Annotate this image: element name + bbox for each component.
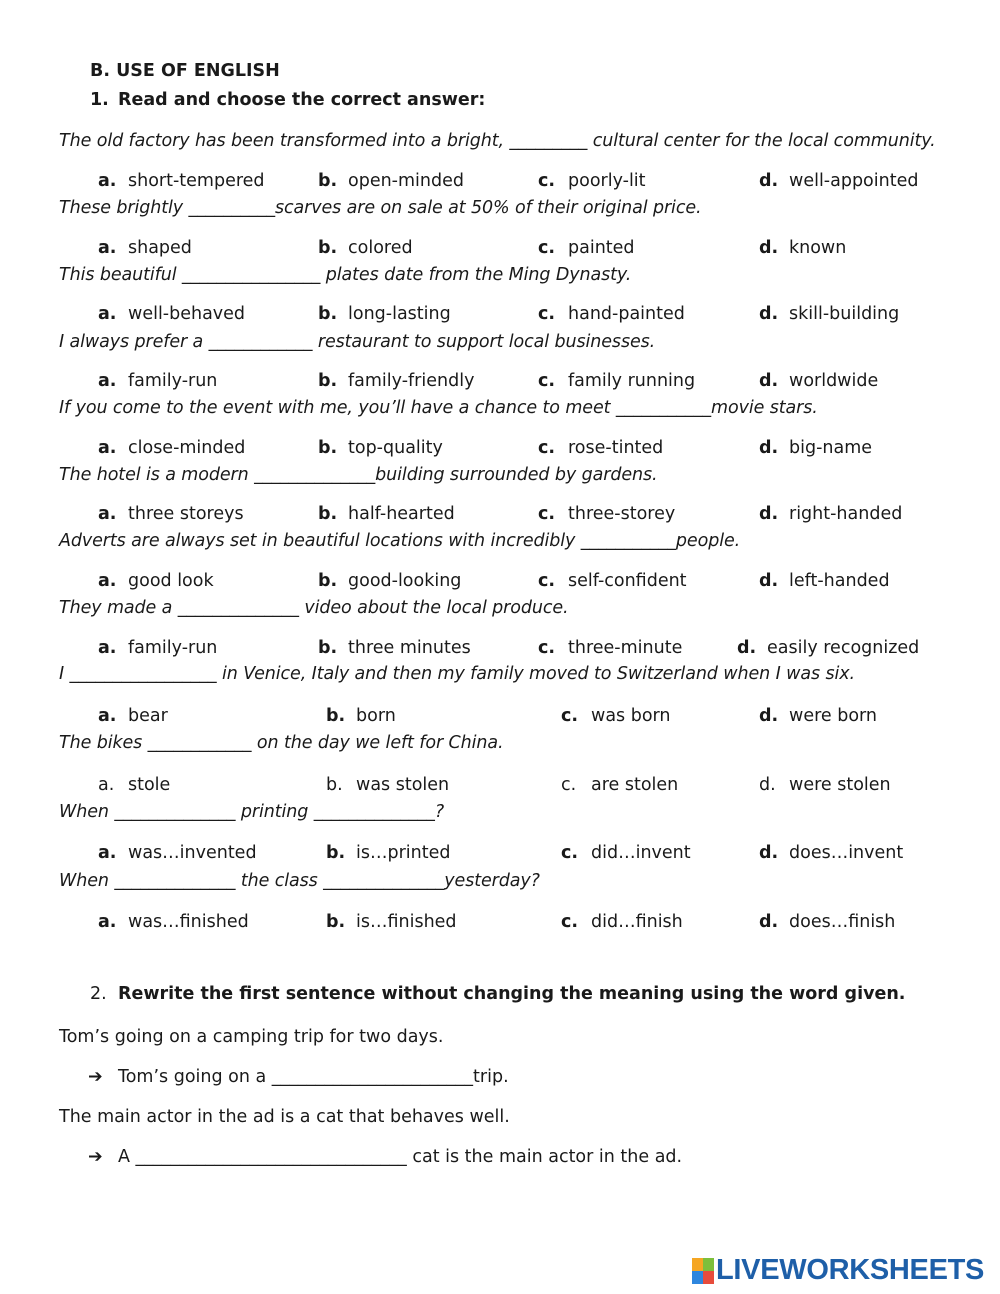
answer-option[interactable] xyxy=(98,171,265,191)
option-letter: c. xyxy=(538,171,556,191)
answer-option[interactable] xyxy=(326,706,396,726)
option-letter: d. xyxy=(759,504,779,524)
answer-option[interactable] xyxy=(318,438,443,458)
option-letter: a. xyxy=(98,238,117,258)
answer-option[interactable] xyxy=(318,638,471,658)
answer-option[interactable] xyxy=(326,912,457,932)
option-text: was…finished xyxy=(128,912,249,932)
option-text: worldwide xyxy=(789,371,879,391)
option-text: did…finish xyxy=(591,912,683,932)
option-letter: c. xyxy=(538,438,556,458)
logo-block xyxy=(692,1258,703,1271)
option-letter: d. xyxy=(759,843,779,863)
option-text: top-quality xyxy=(348,438,443,458)
answer-option[interactable] xyxy=(759,438,872,458)
option-text: half-hearted xyxy=(348,504,455,524)
answer-option[interactable] xyxy=(561,912,683,932)
rewrite-answer-1 xyxy=(88,1067,509,1087)
option-letter: b. xyxy=(326,775,343,795)
option-text: hand-painted xyxy=(568,304,685,324)
option-letter: c. xyxy=(538,504,556,524)
answer-option[interactable] xyxy=(318,371,474,391)
arrow-right-icon: ➔ xyxy=(88,1067,103,1087)
question-text: The bikes ____________ on the day we left for China. xyxy=(59,733,504,753)
option-text: family-run xyxy=(128,638,218,658)
answer-option[interactable] xyxy=(98,571,214,591)
option-text: big-name xyxy=(789,438,873,458)
question-text: When ______________ the class ______________yesterday? xyxy=(59,871,540,891)
option-text: did…invent xyxy=(591,843,691,863)
task2-title xyxy=(90,984,905,1004)
logo-block xyxy=(703,1258,714,1271)
option-text: well-behaved xyxy=(128,304,246,324)
answer-option[interactable] xyxy=(538,238,635,258)
answer-option[interactable] xyxy=(98,504,244,524)
option-letter: d. xyxy=(759,304,779,324)
answer-option[interactable] xyxy=(98,304,245,324)
option-text: is…printed xyxy=(356,843,451,863)
answer-option[interactable] xyxy=(98,638,217,658)
question-text: I _________________ in Venice, Italy and then my family moved to Switzerland when I was six. xyxy=(59,664,855,684)
rewrite-answer-text[interactable]: Tom’s going on a _______________________trip. xyxy=(118,1067,509,1087)
option-letter: d. xyxy=(759,171,779,191)
answer-option[interactable] xyxy=(759,843,903,863)
answer-option[interactable] xyxy=(538,571,687,591)
option-letter: a. xyxy=(98,706,117,726)
option-letter: a. xyxy=(98,912,117,932)
option-letter: b. xyxy=(318,504,338,524)
option-text: good look xyxy=(128,571,214,591)
option-text: was born xyxy=(591,706,671,726)
option-letter: d. xyxy=(759,571,779,591)
rewrite-answer-text[interactable]: A _______________________________ cat is the main actor in the ad. xyxy=(118,1147,683,1167)
option-text: easily recognized xyxy=(767,638,920,658)
option-text: three storeys xyxy=(128,504,244,524)
option-letter: b. xyxy=(318,171,338,191)
question-text: Adverts are always set in beautiful locations with incredibly ___________people. xyxy=(59,531,741,551)
option-text: family-run xyxy=(128,371,218,391)
option-letter: c. xyxy=(561,912,579,932)
answer-option[interactable] xyxy=(538,304,685,324)
answer-option[interactable] xyxy=(318,504,455,524)
option-letter: b. xyxy=(326,843,346,863)
option-text: stole xyxy=(128,775,171,795)
answer-option[interactable] xyxy=(538,438,663,458)
option-letter: d. xyxy=(759,706,779,726)
option-letter: b. xyxy=(318,304,338,324)
answer-option[interactable] xyxy=(326,775,449,795)
option-text: painted xyxy=(568,238,635,258)
answer-option[interactable] xyxy=(318,571,461,591)
option-text: shaped xyxy=(128,238,192,258)
answer-option[interactable] xyxy=(538,371,695,391)
answer-option[interactable] xyxy=(759,775,891,795)
logo-block xyxy=(703,1271,714,1284)
option-letter: a. xyxy=(98,571,117,591)
option-text: open-minded xyxy=(348,171,464,191)
rewrite-original-2: The main actor in the ad is a cat that behaves well. xyxy=(59,1107,510,1127)
option-text: were born xyxy=(789,706,878,726)
answer-option[interactable] xyxy=(98,843,257,863)
option-text: skill-building xyxy=(789,304,900,324)
option-letter: d. xyxy=(759,371,779,391)
option-text: well-appointed xyxy=(789,171,919,191)
option-text: known xyxy=(789,238,847,258)
answer-option[interactable] xyxy=(759,304,899,324)
option-text: self-confident xyxy=(568,571,687,591)
option-text: rose-tinted xyxy=(568,438,664,458)
answer-option[interactable] xyxy=(759,238,846,258)
option-text: right-handed xyxy=(789,504,903,524)
arrow-right-icon: ➔ xyxy=(88,1147,103,1167)
option-letter: c. xyxy=(538,571,556,591)
option-letter: b. xyxy=(318,238,338,258)
option-text: close-minded xyxy=(128,438,246,458)
task1-number: 1. xyxy=(90,90,109,110)
option-text: long-lasting xyxy=(348,304,451,324)
logo-block xyxy=(692,1271,703,1284)
rewrite-original-1: Tom’s going on a camping trip for two days. xyxy=(59,1027,444,1047)
option-letter: d. xyxy=(737,638,757,658)
question-text: This beautiful ________________ plates date from the Ming Dynasty. xyxy=(59,265,632,285)
answer-option[interactable] xyxy=(561,775,678,795)
task2-number: 2. xyxy=(90,984,107,1004)
option-text: is…finished xyxy=(356,912,457,932)
answer-option[interactable] xyxy=(561,843,691,863)
option-letter: c. xyxy=(561,775,577,795)
task2-instruction: Rewrite the first sentence without changing the meaning using the word given. xyxy=(118,984,906,1004)
option-text: colored xyxy=(348,238,413,258)
option-letter: a. xyxy=(98,304,117,324)
answer-option[interactable] xyxy=(98,912,249,932)
section-title: B. USE OF ENGLISH xyxy=(90,61,280,81)
option-letter: a. xyxy=(98,843,117,863)
answer-option[interactable] xyxy=(561,706,671,726)
answer-option[interactable] xyxy=(98,238,192,258)
option-text: short-tempered xyxy=(128,171,265,191)
option-text: poorly-lit xyxy=(568,171,646,191)
liveworksheets-logo xyxy=(692,1254,984,1287)
option-text: are stolen xyxy=(591,775,679,795)
option-text: bear xyxy=(128,706,168,726)
option-letter: b. xyxy=(318,438,338,458)
option-text: was…invented xyxy=(128,843,257,863)
question-text: If you come to the event with me, you’ll have a chance to meet ___________movie stars. xyxy=(59,398,818,418)
answer-option[interactable] xyxy=(318,304,451,324)
option-text: three-minute xyxy=(568,638,683,658)
option-letter: d. xyxy=(759,438,779,458)
answer-option[interactable] xyxy=(538,171,646,191)
option-letter: c. xyxy=(538,371,556,391)
option-letter: a. xyxy=(98,371,117,391)
answer-option[interactable] xyxy=(538,504,675,524)
option-letter: b. xyxy=(326,706,346,726)
option-text: does…finish xyxy=(789,912,896,932)
answer-option[interactable] xyxy=(759,571,890,591)
option-text: was stolen xyxy=(356,775,450,795)
option-text: three minutes xyxy=(348,638,471,658)
answer-option[interactable] xyxy=(737,638,919,658)
option-letter: a. xyxy=(98,438,117,458)
option-letter: c. xyxy=(538,238,556,258)
option-letter: c. xyxy=(561,706,579,726)
option-letter: c. xyxy=(561,843,579,863)
answer-option[interactable] xyxy=(318,171,464,191)
option-letter: d. xyxy=(759,775,776,795)
answer-option[interactable] xyxy=(98,775,170,795)
option-letter: d. xyxy=(759,238,779,258)
option-letter: a. xyxy=(98,504,117,524)
option-letter: c. xyxy=(538,638,556,658)
task1-instruction: Read and choose the correct answer: xyxy=(118,90,486,110)
option-text: does…invent xyxy=(789,843,904,863)
logo-text: LIVEWORKSHEETS xyxy=(716,1254,985,1286)
option-text: three-storey xyxy=(568,504,676,524)
option-letter: c. xyxy=(538,304,556,324)
question-text: They made a ______________ video about the local produce. xyxy=(59,598,569,618)
option-letter: b. xyxy=(318,638,338,658)
option-text: good-looking xyxy=(348,571,462,591)
answer-option[interactable] xyxy=(98,371,217,391)
question-text: I always prefer a ____________ restaurant to support local businesses. xyxy=(59,332,656,352)
option-letter: b. xyxy=(318,371,338,391)
question-text: The hotel is a modern ______________building surrounded by gardens. xyxy=(59,465,658,485)
option-text: born xyxy=(356,706,396,726)
answer-option[interactable] xyxy=(326,843,450,863)
option-letter: b. xyxy=(326,912,346,932)
option-letter: b. xyxy=(318,571,338,591)
answer-option[interactable] xyxy=(759,912,895,932)
option-letter: a. xyxy=(98,171,117,191)
option-text: family-friendly xyxy=(348,371,475,391)
option-letter: a. xyxy=(98,775,115,795)
rewrite-answer-2 xyxy=(88,1147,682,1167)
answer-option[interactable] xyxy=(759,371,878,391)
option-text: were stolen xyxy=(789,775,891,795)
answer-option[interactable] xyxy=(98,706,168,726)
answer-option[interactable] xyxy=(759,504,902,524)
task1-title xyxy=(90,90,485,110)
question-text: When ______________ printing ______________? xyxy=(59,802,445,822)
answer-option[interactable] xyxy=(538,638,682,658)
option-letter: a. xyxy=(98,638,117,658)
option-text: left-handed xyxy=(789,571,890,591)
question-text: These brightly __________scarves are on sale at 50% of their original price. xyxy=(59,198,702,218)
answer-option[interactable] xyxy=(318,238,413,258)
answer-option[interactable] xyxy=(759,706,877,726)
answer-option[interactable] xyxy=(759,171,918,191)
answer-option[interactable] xyxy=(98,438,245,458)
option-letter: d. xyxy=(759,912,779,932)
option-text: family running xyxy=(568,371,696,391)
question-text: The old factory has been transformed into a bright, _________ cultural center for the local community. xyxy=(59,131,936,151)
logo-blocks-icon xyxy=(692,1258,714,1284)
